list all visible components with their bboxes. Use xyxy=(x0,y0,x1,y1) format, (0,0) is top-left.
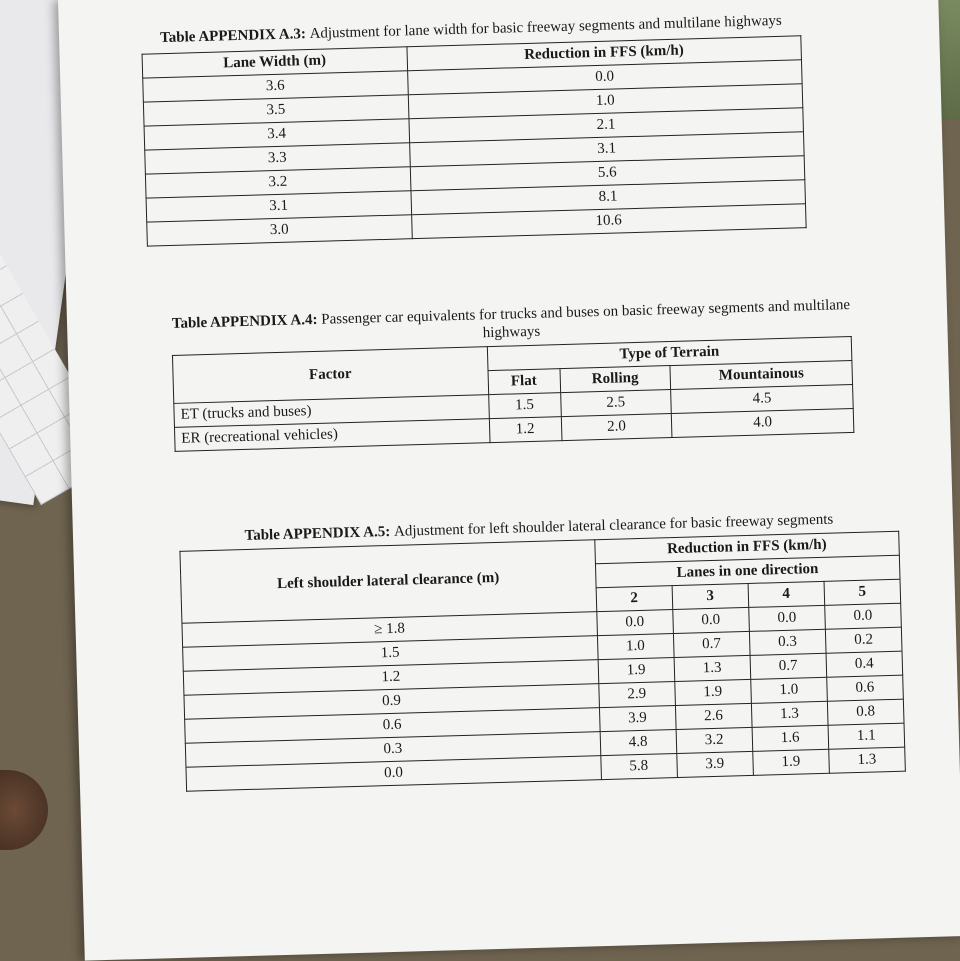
value-cell: 5.8 xyxy=(600,754,677,780)
clearance-cell: 0.3 xyxy=(185,732,600,768)
header-lanes-2: 2 xyxy=(596,586,673,612)
reduction-cell: 8.1 xyxy=(411,180,806,215)
value-cell: 1.3 xyxy=(751,701,828,727)
value-cell: 1.9 xyxy=(598,658,675,684)
lane-width-cell: 3.0 xyxy=(147,215,412,246)
flat-cell: 1.5 xyxy=(488,393,561,419)
value-cell: 0.0 xyxy=(825,603,902,629)
table-a4 xyxy=(172,336,854,452)
header-lanes-3: 3 xyxy=(672,583,749,609)
header-rolling: Rolling xyxy=(559,366,670,393)
document-page xyxy=(58,0,960,961)
header-reduction-ffs: Reduction in FFS (km/h) xyxy=(407,36,802,71)
reduction-cell: 3.1 xyxy=(409,132,804,167)
value-cell: 1.1 xyxy=(828,723,905,749)
header-lane-width: Lane Width (m) xyxy=(142,47,407,78)
lane-width-cell: 3.6 xyxy=(143,71,408,102)
value-cell: 0.4 xyxy=(826,651,903,677)
value-cell: 3.9 xyxy=(676,751,753,777)
value-cell: 0.0 xyxy=(596,610,673,636)
reduction-cell: 2.1 xyxy=(409,108,804,143)
header-lanes-in-one-direction: Lanes in one direction xyxy=(595,555,900,587)
header-lanes-5: 5 xyxy=(824,579,901,605)
reduction-cell: 0.0 xyxy=(407,60,802,95)
value-cell: 4.8 xyxy=(600,730,677,756)
mountainous-cell: 4.0 xyxy=(671,408,853,437)
value-cell: 0.7 xyxy=(750,653,827,679)
value-cell: 0.2 xyxy=(825,627,902,653)
lane-width-cell: 3.5 xyxy=(143,95,408,126)
table-a4-section xyxy=(171,296,855,452)
factor-cell: ER (recreational vehicles) xyxy=(174,419,489,452)
value-cell: 0.0 xyxy=(748,605,825,631)
value-cell: 1.0 xyxy=(751,677,828,703)
table-a3-title-text: Adjustment for lane width for basic freeway segments and multilane highways xyxy=(309,12,783,42)
value-cell: 1.9 xyxy=(753,749,830,775)
lane-width-cell: 3.2 xyxy=(145,167,410,198)
finger-in-frame xyxy=(0,770,48,850)
clearance-cell: 0.0 xyxy=(186,756,601,792)
table-a4-title-text: Passenger car equivalents for trucks and buses on basic freeway segments and multilane highways xyxy=(321,297,851,342)
table-a5 xyxy=(179,531,905,792)
table-a5-section xyxy=(179,509,906,792)
value-cell: 1.3 xyxy=(829,747,906,773)
value-cell: 1.0 xyxy=(597,634,674,660)
header-factor: Factor xyxy=(172,347,488,404)
table-a4-title-bold: Table APPENDIX A.4: xyxy=(171,311,318,332)
header-lanes-4: 4 xyxy=(748,581,825,607)
reduction-cell: 1.0 xyxy=(408,84,803,119)
header-left-shoulder-clearance: Left shoulder lateral clearance (m) xyxy=(180,540,596,624)
header-type-of-terrain: Type of Terrain xyxy=(487,336,852,370)
flat-cell: 1.2 xyxy=(489,417,562,443)
value-cell: 3.2 xyxy=(676,727,753,753)
rolling-cell: 2.0 xyxy=(561,414,672,441)
reduction-cell: 5.6 xyxy=(410,156,805,191)
header-mountainous: Mountainous xyxy=(670,360,852,389)
lane-width-cell: 3.1 xyxy=(146,191,411,222)
value-cell: 0.3 xyxy=(749,629,826,655)
value-cell: 0.8 xyxy=(827,699,904,725)
clearance-cell: 1.5 xyxy=(183,636,598,672)
value-cell: 0.0 xyxy=(672,607,749,633)
lane-width-cell: 3.3 xyxy=(145,143,410,174)
value-cell: 3.9 xyxy=(599,706,676,732)
table-a5-title-bold: Table APPENDIX A.5: xyxy=(244,523,391,544)
value-cell: 0.6 xyxy=(827,675,904,701)
table-a3-title-bold: Table APPENDIX A.3: xyxy=(159,26,307,47)
value-cell: 1.6 xyxy=(752,725,829,751)
value-cell: 2.9 xyxy=(598,682,675,708)
header-reduction-ffs: Reduction in FFS (km/h) xyxy=(594,531,899,563)
rolling-cell: 2.5 xyxy=(560,390,671,417)
clearance-cell: 1.2 xyxy=(183,660,598,696)
header-flat: Flat xyxy=(488,369,561,395)
clearance-cell: 0.9 xyxy=(184,684,599,720)
value-cell: 2.6 xyxy=(675,703,752,729)
clearance-cell: 0.6 xyxy=(185,708,600,744)
value-cell: 1.9 xyxy=(674,679,751,705)
value-cell: 0.7 xyxy=(673,631,750,657)
factor-cell: ET (trucks and buses) xyxy=(174,395,489,428)
table-a5-title-text: Adjustment for left shoulder lateral clearance for basic freeway segments xyxy=(393,511,834,540)
reduction-cell: 10.6 xyxy=(411,204,806,239)
clearance-cell: ≥ 1.8 xyxy=(182,612,597,648)
value-cell: 1.3 xyxy=(674,655,751,681)
table-a3 xyxy=(142,35,807,246)
mountainous-cell: 4.5 xyxy=(671,384,853,413)
table-a3-section xyxy=(141,11,807,246)
lane-width-cell: 3.4 xyxy=(144,119,409,150)
